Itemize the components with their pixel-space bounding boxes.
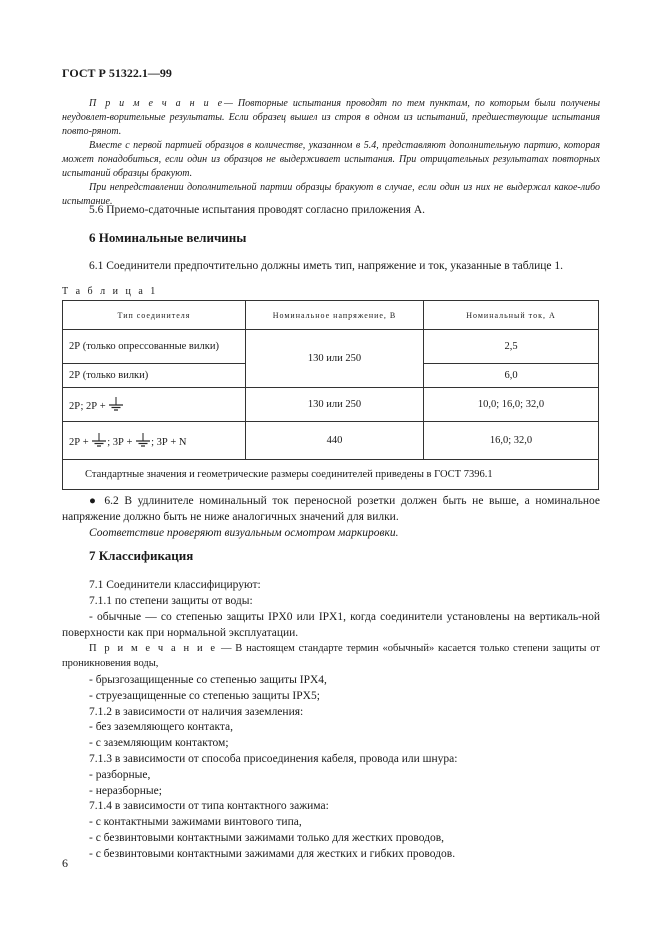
list-item: - неразборные; [89,784,162,797]
note-paragraph-3: При непредставлении дополнительной партии образцы бракуют в случае, если один из них не выдержал какое-либо испытание. [62,182,600,207]
header-voltage: Номинальное напряжение, В [246,301,424,330]
table-row [63,388,599,422]
list-item: - разборные, [89,768,151,781]
page-number: 6 [62,856,68,870]
header-current: Номинальный ток, А [424,301,599,330]
list-item: 7.1.4 в зависимости от типа контактного зажима: [89,800,329,813]
note-text: — В настоящем стандарте термин «обычный» касается только степени защиты от проникновения воды, [62,643,600,669]
cell-voltage: 440 [246,422,424,460]
note-text: — Повторные испытания проводят по тем пунктам, по которым были получены неудовлет-ворительные результаты. Если образец вышел из строя в одном из испытаний, предшествующие испытания повто-рянот. [62,98,600,137]
note-label: П р и м е ч а н и е [89,98,225,109]
list-item: - с заземляющим контактом; [89,737,229,750]
clause-7-1 [62,577,600,641]
list-item: - с контактными зажимами винтового типа, [89,816,302,829]
cell-type-text: 2Р; 2Р + [69,401,106,412]
clause-ordinary-text: - обычные — со степенью защиты IPX0 или IPX1, когда соединители установлены на вертикаль-ной поверхности как при нормальной эксплуатации. [62,611,600,639]
bullet-mark: ● [89,495,99,507]
note-paragraph-2: Вместе с первой партией образцов в количестве, указанном в 5.4, представляют дополнительную партию, которая может понадобиться, если один из образцов не выдерживает испытания. При отрицательных результатах повторных испытаний образцы бракуют. [62,140,600,179]
header-type: Тип соединителя [63,301,246,330]
cell-type [63,422,246,460]
earth-ground-icon [91,433,107,447]
clause-6-1-text: 6.1 Соединители предпочтительно должны иметь тип, напряжение и ток, указанные в таблице 1. [89,260,563,272]
cell-current: 10,0; 16,0; 32,0 [424,388,599,422]
earth-ground-icon [135,433,151,447]
note-repeat-tests [62,97,600,209]
table-footnote: Стандартные значения и геометрические размеры соединителей приведены в ГОСТ 7396.1 [63,460,599,490]
cell-type: 2Р (только вилки) [63,364,246,388]
clause-7-1-1-text: 7.1.1 по степени защиты от воды: [89,595,253,607]
clause-6-2-check: Соответствие проверяют визуальным осмотром маркировки. [89,527,399,539]
list-item: 7.1.3 в зависимости от способа присоединения кабеля, провода или шнура: [89,752,458,765]
section-7-heading: 7 Классификация [89,548,194,563]
earth-ground-icon [108,397,124,411]
cell-voltage: 130 или 250 [246,388,424,422]
table-footnote-row [63,460,599,490]
list-item: - брызгозащищенные со степенью защиты IPX4, [89,674,327,686]
cell-type-text: 2Р + [69,437,89,448]
cell-type [63,388,246,422]
clause-5-6-text: 5.6 Приемо-сдаточные испытания проводят согласно приложения А. [89,204,426,216]
table-caption: Т а б л и ц а 1 [62,286,158,297]
note-ordinary [62,641,600,671]
cell-voltage: 130 или 250 [246,330,424,388]
cell-current: 6,0 [424,364,599,388]
clause-6-2 [62,493,600,541]
table-header-row [63,301,599,330]
cell-type-text: ; 3Р + N [151,437,187,448]
list-item: - без заземляющего контакта, [89,721,234,734]
cell-type-text: ; 3Р + [107,437,133,448]
list-item: 7.1.2 в зависимости от наличия заземления: [89,705,304,718]
rating-table [62,300,599,490]
cell-current: 2,5 [424,330,599,364]
section-6-heading: 6 Номинальные величины [89,230,247,245]
clause-6-2-text: 6.2 В удлинителе номинальный ток переносной розетки должен быть не выше, а номинальное напряжение должно быть не ниже аналогичных значений для вилки. [62,495,600,523]
list-item: - струезащищенные со степенью защиты IPX5; [89,689,320,702]
cell-type: 2Р (только опрессованные вилки) [63,330,246,364]
clause-6-1 [62,258,600,274]
classification-list [62,673,600,863]
list-item: - с безвинтовыми контактными зажимами для жестких и гибких проводов. [89,847,456,860]
standard-identifier: ГОСТ Р 51322.1—99 [62,66,172,80]
list-item: - с безвинтовыми контактными зажимами только для жестких проводов, [89,831,445,844]
table-row [63,330,599,364]
note-label: П р и м е ч а н и е [89,643,218,654]
clause-5-6 [62,202,600,218]
table-row [63,422,599,460]
cell-current: 16,0; 32,0 [424,422,599,460]
clause-7-1-text: 7.1 Соединители классифицируют: [89,579,261,591]
